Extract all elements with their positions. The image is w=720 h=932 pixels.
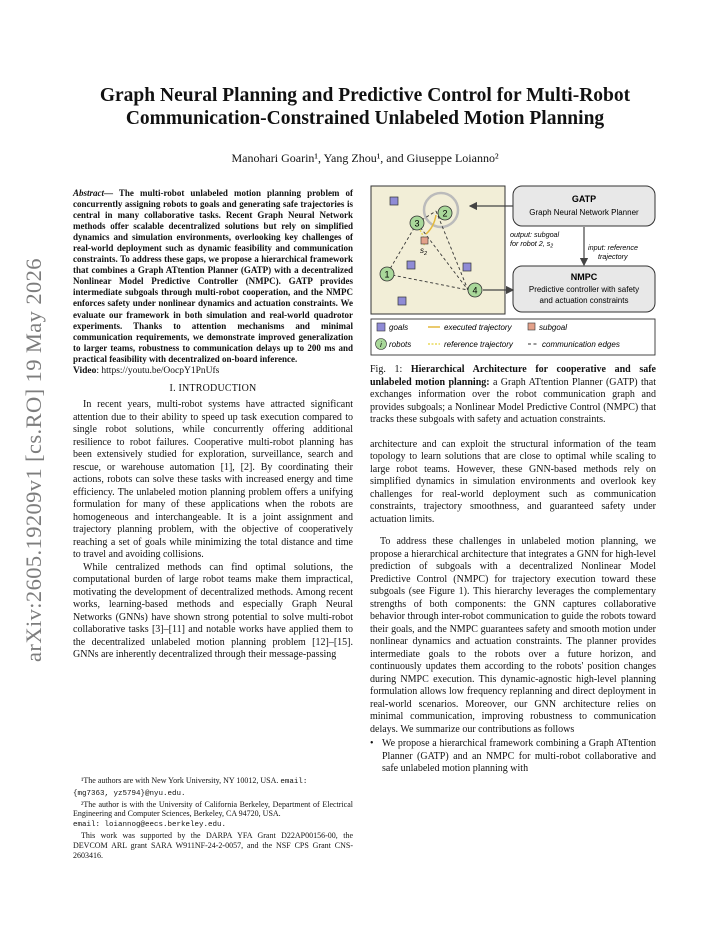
right-body xyxy=(370,439,656,776)
robot-node xyxy=(410,216,424,230)
video-label: Video xyxy=(73,365,97,376)
video-line xyxy=(73,365,353,377)
input-label-1: input: reference xyxy=(588,243,638,252)
footnote-1-email[interactable]: {mg7363, yz5794}@nyu.edu. xyxy=(73,789,186,798)
section-introduction: I. INTRODUCTION xyxy=(169,382,257,394)
robot-node xyxy=(468,283,482,297)
arxiv-stamp: arXiv:2605.19209v1 [cs.RO] 19 May 2026 xyxy=(21,258,46,662)
legend-robot-symbol: i xyxy=(380,340,382,349)
intro-paragraph-1: In recent years, multi-robot systems have attracted significant attention due to their ability to speed up task execution compared to single robot solutions, while concurrently offering additional resilience to robot failures. Cooperative multi-robot planning has been extensively studied for exploration, surveillance, search and rescue, or warehouse automation [1], [2]. By coordinating their actions, robots can solve these tasks with increased energy and time efficiency. The unlabeled motion planning problem offers a unifying formulation for many of these applications when the robots are homogeneous and interchangeable. It is a joint assignment and trajectory planning problem, with the objective of cooperatively reaching a set of goals while minimizing the total distance and time to travel and avoiding collisions. xyxy=(73,399,353,561)
contribution-bullet: • We propose a hierarchical framework combining a Graph ATtention Planner (GATP) and an NMPC for multi-robot collaborative and safe unlabeled motion planning with xyxy=(370,738,656,774)
figure-caption: Fig. 1: Hierarchical Architecture for cooperative and safe unlabeled motion planning: a Graph ATtention Planner (GATP) that exchanges information over the robot communication graph and provides subgoals; a Nonlinear Model Predictive Control (NMPC) that tracks these subgoals with safety and actuation constraints. xyxy=(370,364,656,425)
nmpc-subtitle-2: and actuation constraints xyxy=(539,296,629,305)
robot-node xyxy=(438,206,452,220)
gatp-title: GATP xyxy=(571,194,597,204)
title-line-2: Communication-Constrained Unlabeled Motion Planning xyxy=(125,108,605,129)
subgoal-square xyxy=(421,237,428,244)
legend-goal-swatch xyxy=(377,323,385,331)
legend-subgoal-swatch xyxy=(528,323,535,330)
legend-subgoal: subgoal xyxy=(539,323,568,332)
legend-robots: robots xyxy=(389,340,412,349)
robot-node xyxy=(380,267,394,281)
left-column xyxy=(73,188,353,662)
legend-goals: goals xyxy=(389,323,409,332)
architecture-diagram xyxy=(370,180,656,358)
title-line-1: Graph Neural Planning and Predictive Control for Multi-Robot xyxy=(99,85,631,106)
gatp-box xyxy=(513,186,655,226)
nmpc-title: NMPC xyxy=(570,272,598,282)
svg-text:1: 1 xyxy=(384,269,390,280)
svg-text:4: 4 xyxy=(472,285,478,296)
right-paragraph-1: architecture and can exploit the structural information of the team topology to learn solutions that are close to optimal while scaling to large robot teams. However, these GNN-based methods rely on simplified dynamics in simulation environments and overlook key challenges for real-world deployment such as communication constraints, trajectory smoothness, and guaranteed safety under actuation limits. xyxy=(370,438,656,525)
footnote-1: ¹The authors are with New York University, NY 10012, USA. email: {mg7363, yz5794}@nyu.edu. xyxy=(73,776,308,798)
svg-text:2: 2 xyxy=(442,208,448,219)
footnote-3: This work was supported by the DARPA YFA Grant D22AP00156-00, the DEVCOM ARL grant SARA W911NF-24-2-0057, and the NSF CPS Grant CNS-2603416. xyxy=(73,830,353,860)
authors: Manohari Goarin¹, Yang Zhou¹, and Giuseppe Loianno² xyxy=(231,151,499,165)
goal-square xyxy=(398,297,406,305)
legend-reference: reference trajectory xyxy=(444,340,513,349)
paper-title xyxy=(70,84,660,130)
input-label-2: trajectory xyxy=(598,252,628,261)
legend xyxy=(371,319,655,355)
subgoal-label: $s_2$ xyxy=(420,246,428,257)
output-label-2: for robot 2, $s_2$ xyxy=(510,239,554,250)
goal-square xyxy=(463,263,471,271)
abstract xyxy=(73,188,353,365)
gatp-subtitle: Graph Neural Network Planner xyxy=(529,208,639,217)
intro-paragraph-2: While centralized methods can find optimal solutions, the computational burden of large robot teams make them impractical, motivating the development of decentralized methods. Among recent works, learning-based methods and especially Graph Neural Networks (GNNs) have shown strong potential to solve multi-robot collaborative tasks [3]–[11] and notable works have applied them to the decentralized unlabeled motion planning problem [12]–[15]. GNNs are inherently decentralized through their message-passing xyxy=(73,561,353,661)
video-link[interactable]: : https://youtu.be/OocpY1PnUfs xyxy=(96,365,220,376)
figure-1 xyxy=(370,180,656,358)
abstract-lead: Abstract xyxy=(73,188,105,198)
footnotes xyxy=(73,776,353,860)
legend-executed: executed trajectory xyxy=(444,323,512,332)
svg-text:3: 3 xyxy=(414,218,420,229)
legend-edges: communication edges xyxy=(542,340,620,349)
right-column xyxy=(370,180,656,776)
abstract-text: — The multi-robot unlabeled motion planning problem of concurrently assigning robots to goals and generating safe trajectories is central in many collaborative tasks. Recent Graph Neural Network methods offer scalable decentralized solutions but rely on simplified dynamics and simulation environments, overlooking key challenges of real-world deployment such as dynamic feasibility and communication constraints. To address these gaps, we propose a hierarchical framework that combines a Graph ATtention Planner (GATP) with a decentralized Nonlinear Model Predictive Controller (NMPC). GATP provides intermediate subgoals through multi-robot cooperation, and the NMPC enforces safety under nonlinear dynamics and actuation constraints. We evaluate our framework in both simulation and real-world quadrotor experiments. Thanks to attention mechanisms and minimal communication requirements, we demonstrate improved generalization to larger teams, robustness to communication delays up to 200 ms and practical feasibility with decentralized on-board inference. xyxy=(73,188,353,364)
nmpc-subtitle-1: Predictive controller with safety xyxy=(528,285,640,294)
bullet-dot: • xyxy=(370,738,374,749)
footnote-2: ²The author is with the University of California Berkeley, Department of Electrical Engineering and Computer Sciences, Berkeley, CA 94720, USA. email: loiannog@eecs.berkeley.edu. xyxy=(73,799,353,830)
footnote-2-email[interactable]: email: loiannog@eecs.berkeley.edu. xyxy=(73,821,227,830)
goal-square xyxy=(407,261,415,269)
output-label-1: output: subgoal xyxy=(510,230,560,239)
goal-square xyxy=(390,197,398,205)
right-paragraph-2: To address these challenges in unlabeled motion planning, we propose a hierarchical architecture that integrates a GNN for high-level prediction of subgoals with a decentralized Nonlinear Model Predictive Control (NMPC) for trajectory execution toward these subgoals (see Figure 1). This hierarchy leverages the complementary strengths of both components: the GNN captures collaborative behavior through inter-robot communication to guide the robots toward their goals, and the NMPC guarantees safety and smooth motion under nonlinear dynamics and actuation constraints. The planner provides intermediate goals to the robots over a future horizon, and continuously updates them according to the robots' position changes during NMPC execution. This dynamic-agnostic high-level planning formulation allows low frequency replanning and direct deployment in real-world scenarios. Moreover, our GNN architecture relies on minimal communication, improving robustness to communication delays. We summarize our contributions as follows xyxy=(370,536,656,735)
